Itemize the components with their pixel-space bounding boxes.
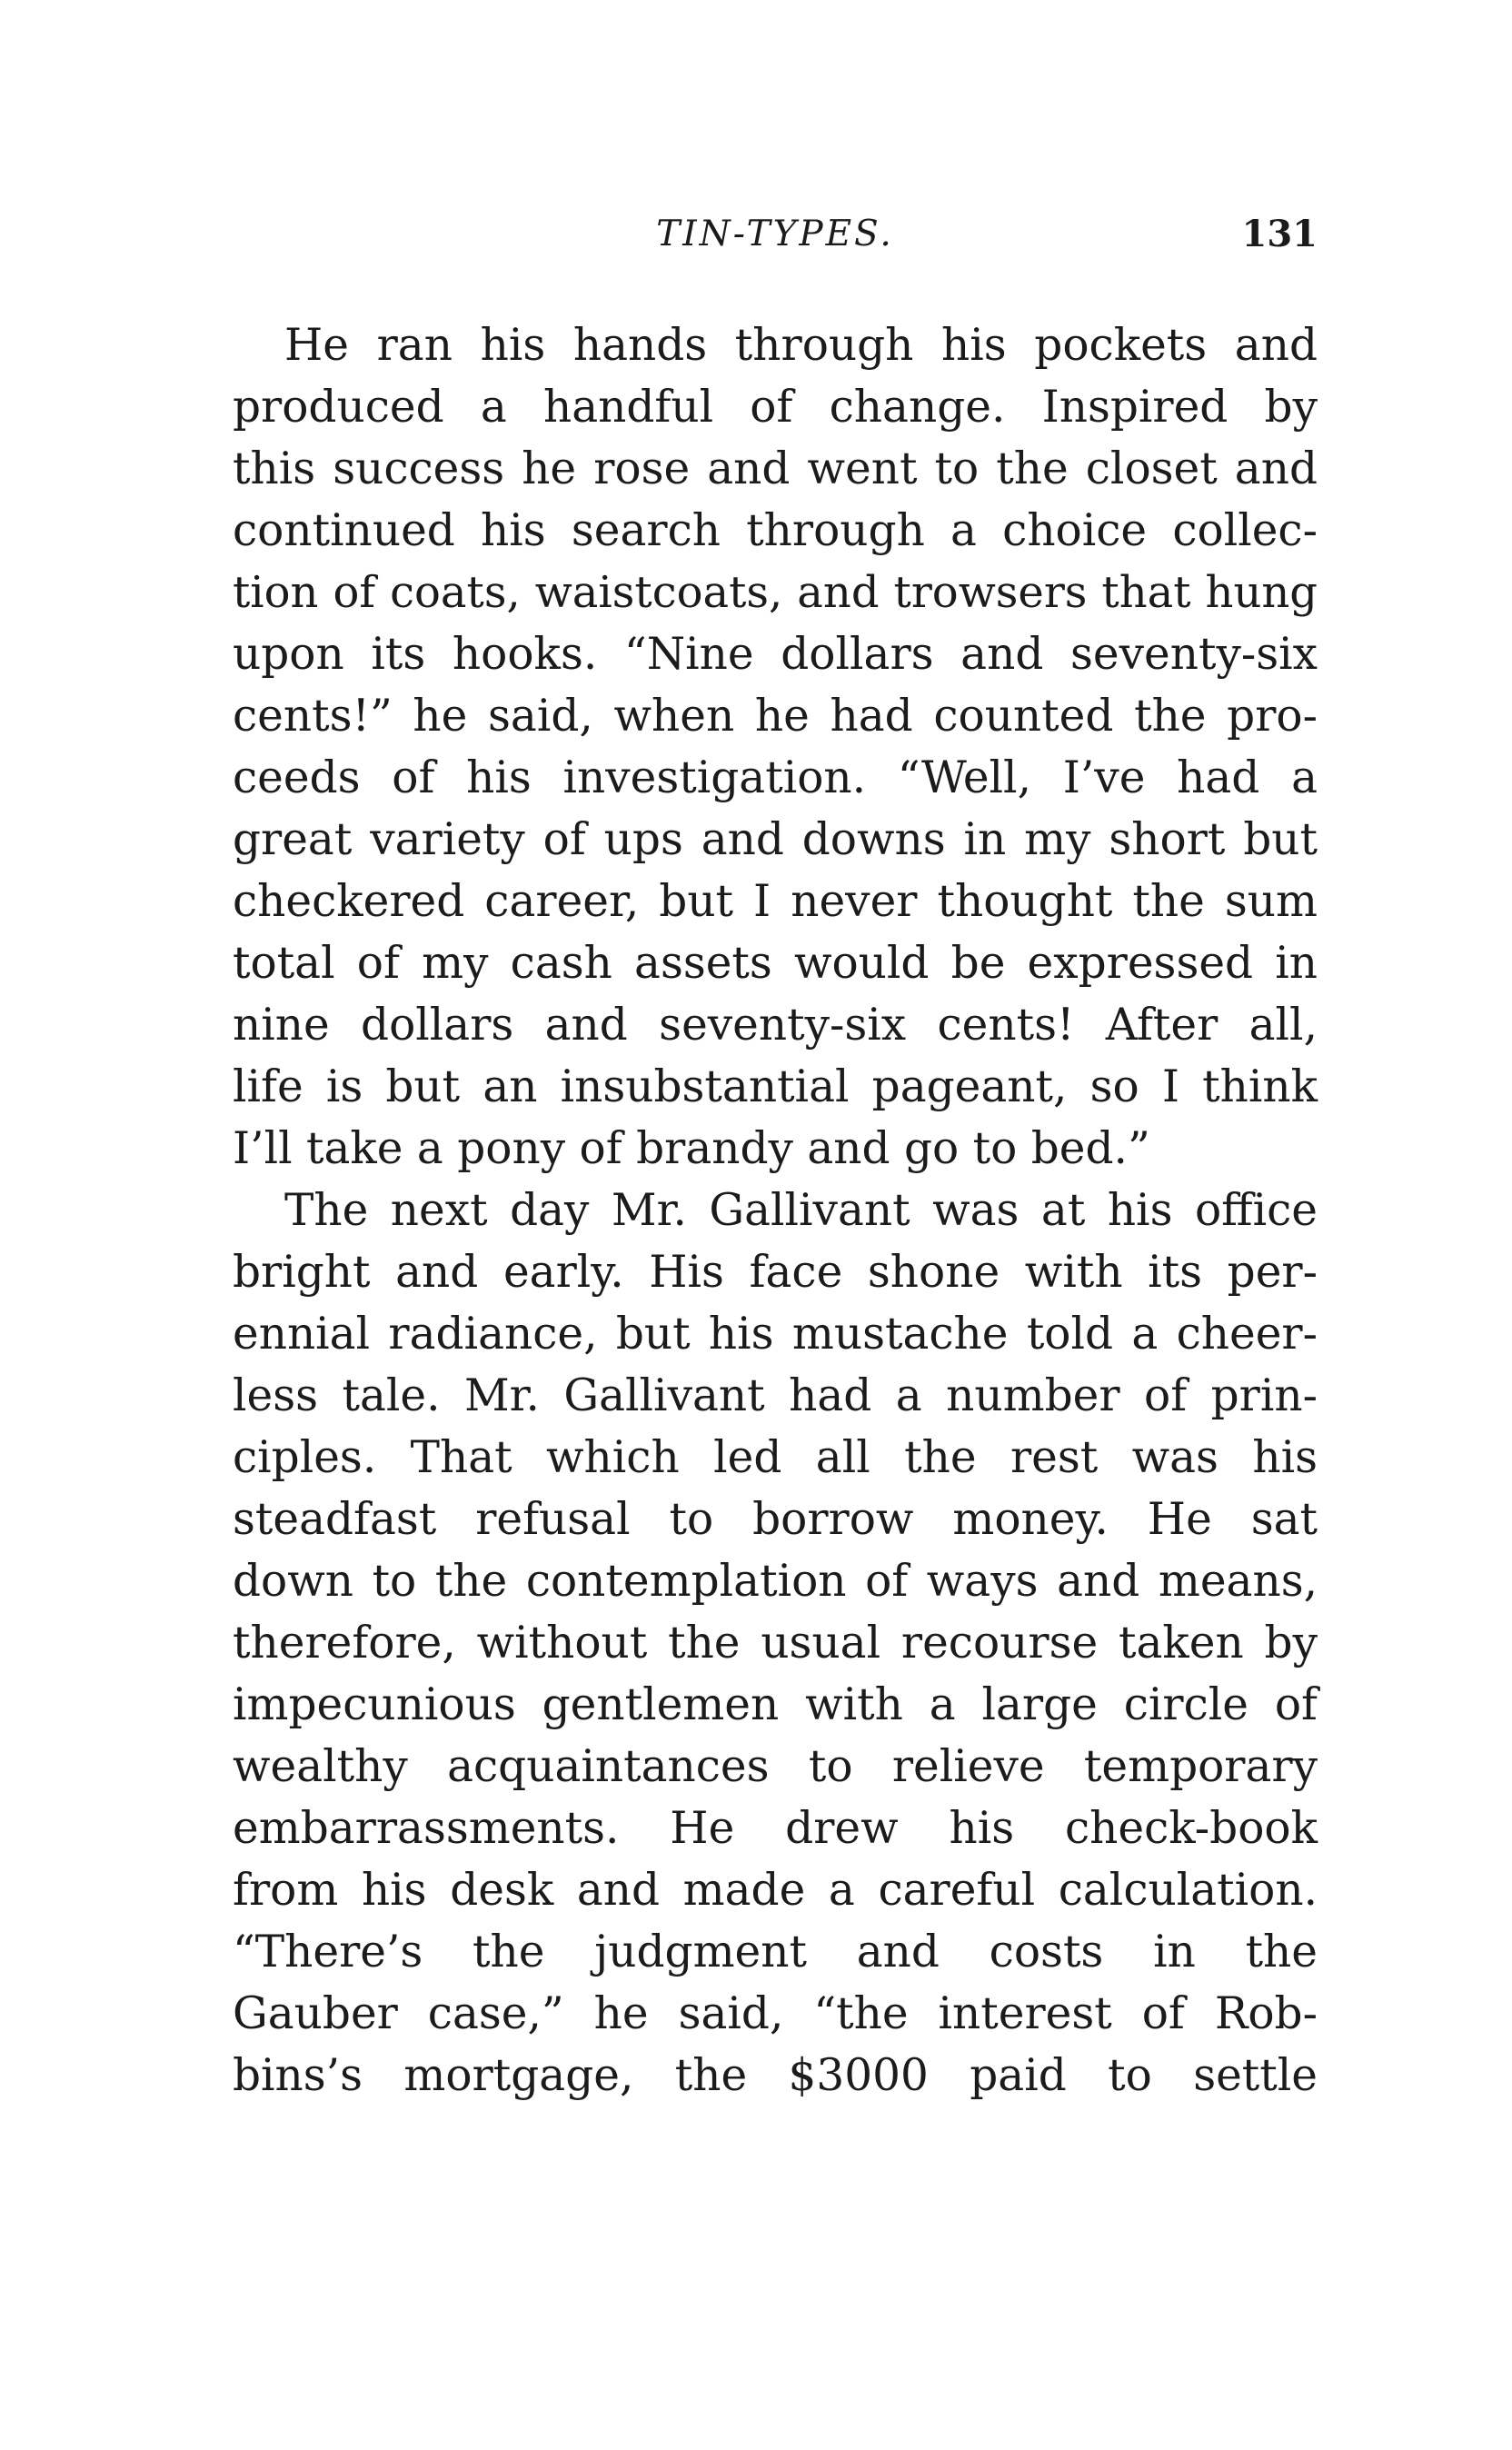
text-line: ceeds of his investigation. “Well, I’ve had a (233, 752, 1318, 803)
text-line: He ran his hands through his pockets and (284, 320, 1318, 371)
text-line: nine dollars and seventy-six cents! After all, (233, 1000, 1318, 1051)
text-line: this success he rose and went to the closet and (233, 443, 1318, 494)
text-line: from his desk and made a careful calculation. (233, 1865, 1318, 1916)
text-line: total of my cash assets would be expressed in (233, 938, 1318, 989)
text-line: produced a handful of change. Inspired by (233, 382, 1318, 433)
text-line: upon its hooks. “Nine dollars and seventy-six (233, 629, 1318, 680)
text-line: Gauber case,” he said, “the interest of Rob- (233, 1988, 1318, 2039)
text-line: tion of coats, waistcoats, and trowsers that hung (233, 567, 1318, 618)
text-line: down to the contemplation of ways and means, (233, 1556, 1318, 1607)
text-line: great variety of ups and downs in my short but (233, 814, 1318, 865)
text-line: wealthy acquaintances to relieve temporary (233, 1741, 1318, 1792)
running-head (233, 207, 1318, 262)
text-line: The next day Mr. Gallivant was at his office (284, 1185, 1318, 1236)
text-line: bins’s mortgage, the $3000 paid to settle (233, 2050, 1318, 2101)
text-line: “There’s the judgment and costs in the (233, 1927, 1318, 1977)
text-line: continued his search through a choice collec- (233, 505, 1318, 556)
text-line: I’ll take a pony of brandy and go to bed.” (233, 1123, 1150, 1174)
running-title: TIN-TYPES. (656, 214, 894, 254)
text-line: impecunious gentlemen with a large circle of (233, 1679, 1318, 1730)
text-line: ennial radiance, but his mustache told a cheer- (233, 1309, 1318, 1359)
body-text (233, 314, 1318, 2106)
text-line: therefore, without the usual recourse taken by (233, 1618, 1318, 1668)
text-line: steadfast refusal to borrow money. He sat (233, 1494, 1318, 1545)
text-line: bright and early. His face shone with its per- (233, 1247, 1318, 1298)
page-number: 131 (1241, 213, 1318, 255)
text-line: less tale. Mr. Gallivant had a number of prin- (233, 1370, 1318, 1421)
text-line: embarrassments. He drew his check-book (233, 1803, 1318, 1854)
text-line: checkered career, but I never thought the sum (233, 876, 1318, 927)
text-line: ciples. That which led all the rest was his (233, 1432, 1318, 1483)
text-line: cents!” he said, when he had counted the pro- (233, 691, 1318, 742)
text-line: life is but an insubstantial pageant, so I think (233, 1061, 1318, 1112)
